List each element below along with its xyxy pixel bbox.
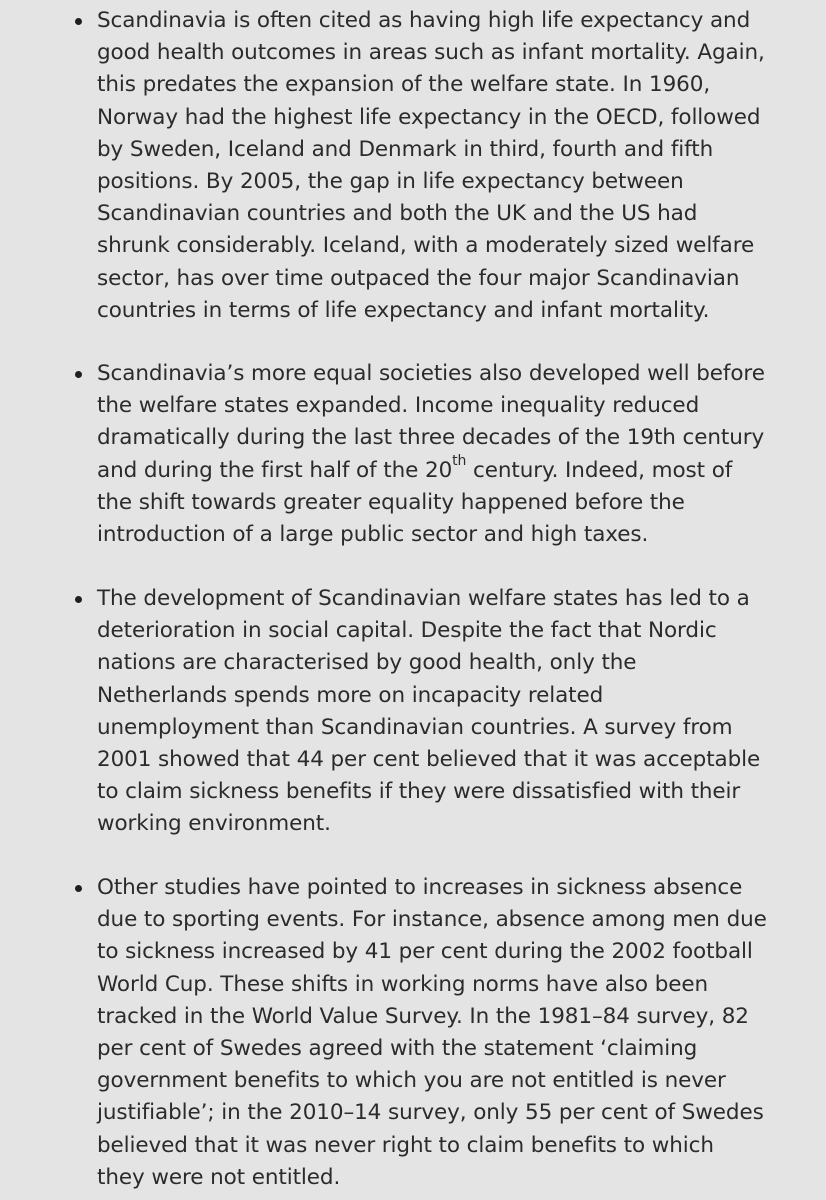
bullet-text: Other studies have pointed to increases in sickness absence due to sporting events. For instance, absence among men due to sickness increased by 41 per cent during the 2002 football World Cup. These shifts in working norms have also been tracked in the World Value Survey. In the 1981–84 survey, 82 per cent of Swedes agreed with the statement ‘claiming government benefits to which you are not entitled is never justifiable’; in the 2010–14 survey, only 55 per cent of Swedes believed that it was never right to claim benefits to which they were not entitled. [97, 875, 767, 1190]
bullet-text: Scandinavia is often cited as having high life expectancy and good health outcomes in areas such as infant mortality. Again, this predates the expansion of the welfare state. In 1960, Norway had the highest life expectancy in the OECD, followed by Sweden, Iceland and Denmark in third, fourth and fifth positions. By 2005, the gap in life expectancy between Scandinavian countries and both the UK and the US had shrunk considerably. Iceland, with a moderately sized welfare sector, has over time outpaced the four major Scandinavian countries in terms of life expectancy and infant mortality. [97, 8, 765, 323]
bullet-text: The development of Scandinavian welfare states has led to a deterioration in social capital. Despite the fact that Nordic nations are characterised by good health, only the Netherlands spends more on incapacity related unemployment than Scandinavian countries. A survey from 2001 showed that 44 per cent believed that it was acceptable to claim sickness benefits if they were dissatisfied with their working environment. [97, 586, 761, 837]
bullet-dot-icon [75, 18, 82, 25]
bullet-text-part-1: Scandinavia’s more equal societies also developed well before the welfare states expanded. Income inequality reduced dramatically during the last three decades of the 19th century and during the first half of the 20 [97, 361, 765, 483]
bullet-item-life-expectancy [97, 5, 767, 327]
bullet-item-sickness-absence [97, 872, 767, 1194]
bullet-dot-icon [75, 885, 82, 892]
bullet-item-equality [97, 358, 767, 551]
bullet-dot-icon [75, 596, 82, 603]
ordinal-superscript: th [452, 453, 467, 470]
bullet-item-social-capital [97, 583, 767, 841]
bullet-dot-icon [75, 371, 82, 378]
bullet-text-part-2: century. Indeed, most of the shift towards greater equality happened before the introduction of a large public sector and high taxes. [97, 457, 733, 548]
